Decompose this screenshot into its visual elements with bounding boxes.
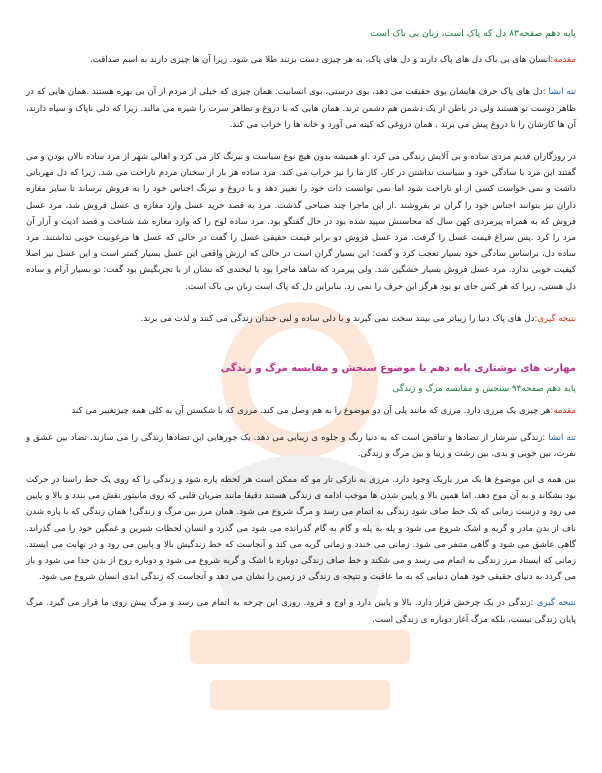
page-title: پایه دهم صفحه۸۳ دل که پاک است، زبان بی باک است	[370, 28, 576, 39]
conclusion-text: دل های پاک دنیا را زیباتر می بینند سخت نمی گیرند و با دلی ساده و لبی خندان زندگی می کنند و لذت می برند.	[140, 313, 535, 324]
intro-text: هر چیزی یک مرزی دارد. مرزی که مانند پلی آن دو موضوع را به هم وصل می کند. مرزی که با شکستن آن به کلی همه چیزتغییر می کند	[71, 406, 551, 417]
body-label: تنه انشا	[548, 432, 576, 443]
intro-label: مقدمه:	[550, 406, 576, 417]
conclusion-label: نتیجه گیری	[536, 598, 576, 609]
essay1-conclusion	[26, 311, 576, 327]
section2-heading: مهارت های نوشتاری پایه دهم با موضوع سنجش و مقایسه مرگ و زندگی	[220, 363, 576, 375]
essay2-body-2: بین همه ی این موضوع ها یک مرز باریک وجود دارد. مرزی به نازکی تار مو که ممکن است هر لحظه پاره شود و زندگی را که روی یک خط راستا در حرکت بود بشکاند و به آن موج دهد. اما همین بالا و پایین شدن ها موجب ادامه ی زندگی هستند دقیقا مانند ضربان قلبی که روی مانیتور نقش می بندد و بالا و پایین می رود و درست زمانی که یک خط صاف شود زندگی به اتمام می رسد و مرگ شروع می شود. همان مرز بین مرگ و زندگی! همان زندگی که با پاره شدن ناف از بدن مادر و گریه و اشک شروع می شود و پله به پله و گام به گام گذرانده می شود می گذرد و انسان لحظات شیرین و غمگین خود را می گذراند. گاهی عاشق می شود و گاهی متنفر می شود. زمانی می خندد و زمانی گریه می کند و آنجاست که خط زندگیش بالا و پایین می رود و در نهایت می ایستد. زمانی که ایستاد مرز زندگی به اتمام می رسد و می شکند و خط صاف زندگی دوباره با اشک و گریه شروع می شود و دوباره روح از بدن جدا می شود و باز می گردد به دنیای حقیقی خود همان دنیایی که به ما عاقبت و نتیجه ی زندگی در زمین را نشان می دهد و آنجاست که زندگی ابدی انسان شروع می شود.	[26, 475, 576, 583]
intro-label: مقدمه:	[550, 55, 576, 66]
essay1-intro	[26, 52, 576, 68]
essay2-body-1	[26, 430, 576, 462]
essay1-body-2: در روزگاران قدیم مردی ساده و بی آلایش زندگی می کرد .او همیشه بدون هیچ نوع سیاست و نیرنگ کار می کرد و اهالی شهر از مرد ساده نالان بودن و می گفتند این مرد با سادگی خود و سیاست نداشتن در کار، کار ما را نیز خراب می کند. مرد ساده هر بار از سخنان مردم ناراحت می شد. زیرا که دل مهربانی داشت و نمی خواست کسی از او ناراحت شود اما نمی توانست ذات خود را تغییر دهد و با دروغ و نیرنگ اجناس خود را به فروش برساند تا سایر مغازه داران نیز بتوانند اجناس خود را گران تر بفروشند .از این ماجرا چند صباحی گذشت. مرد به قصد خرید عسل وارد مغازه ی عسل فروش شد، مرد عسل فروش که به همراه پیرمردی کهن سال که محاسنش سپید شده بود در حال گفتگو بود. مرد ساده لوح را که وارد مغازه شد شناخت و قصد اذیت و آزار آن مرد را کرد .پس سراغ قیمت عسل را گرفت. مرد عسل فروش دو برابر قیمت حقیقی عسل را گفت در حالی که عسل ها مرغوبیت خوبی نداشتند. مرد ساده دل، براساس سادگی خود بسیار تعجب کرد و گفت: این بسیار گران است در حالی که ارزش واقعی این عسل بسیار کمتر است و این عسل نیز اصلا کیفیت خوبی ندارد. مرد عسل فروش بسیار خشگین شد. ولی پیرمرد که شاهد ماجرا بود با لبخندی که نشان از با تجربگیش بود گفت: تو بسیار آرام و ساده دل هستی، زیرا که هر کس جای تو بود هرگز این حرف را نمی زد. بنابراین دل که پاک است زبان بی باک است.	[26, 152, 576, 292]
conclusion-text: :زندگی در یک چرخش قرار دارد. بالا و پایین دارد و اوج و فرود. روزی این چرخه به اتمام می رسد و مرگ پیش روی ما قرار می گیرد. مرگ پایان زندگی نیست، بلکه مرگ آغاز دوباره ی زندگی است.	[26, 598, 576, 625]
body-text-1: :زندگی سرشار از تضادها و تناقض است که به دنیا رنگ و جلوه ی زیبایی می دهد. یک جورهایی این تضادها زندگی را می سازند. تضاد بین عشق و نفرت، بین خوبی و بدی، بین زشت و زیبا و بین مرگ و زندگی.	[26, 432, 576, 459]
intro-text: انسان های بی باک دل های پاک دارند و دل های پاک، به هر چیزی دست بزنند طلا می شود. زیرا آن ها چیزی دارند به اسم صداقت.	[90, 55, 551, 66]
essay2-conclusion	[26, 595, 576, 627]
essay1-body-1	[26, 84, 576, 133]
body-text-1: :دل های پاک حرف هایشان بوی حقیقت می دهد، بوی درستی، بوی انسانیت. همان چیزی که خیلی از مردم از آن بی بهره هستند .همان هایی که در ظاهر دوست تو هستند ولی در باطن از یک دشمن هم دشمن ترند. همان هایی که با دروغ و تظاهر سرت را شیره می مالند. زیرا که دلی ناپاک و سیاه دارند، آن ها کارشان را با دروغ پیش می برند . همان دروغی که کینه می آورد و خانه ها را خراب می کند.	[26, 87, 576, 130]
conclusion-label: نتیجه گیری:	[534, 313, 576, 324]
body-label: تنه انشا	[548, 87, 576, 98]
section2-subtitle: پایه دهم صفحه۹۴ سنجش و مقایسه مرگ و زندگی	[392, 384, 576, 395]
essay2-intro	[26, 403, 576, 419]
